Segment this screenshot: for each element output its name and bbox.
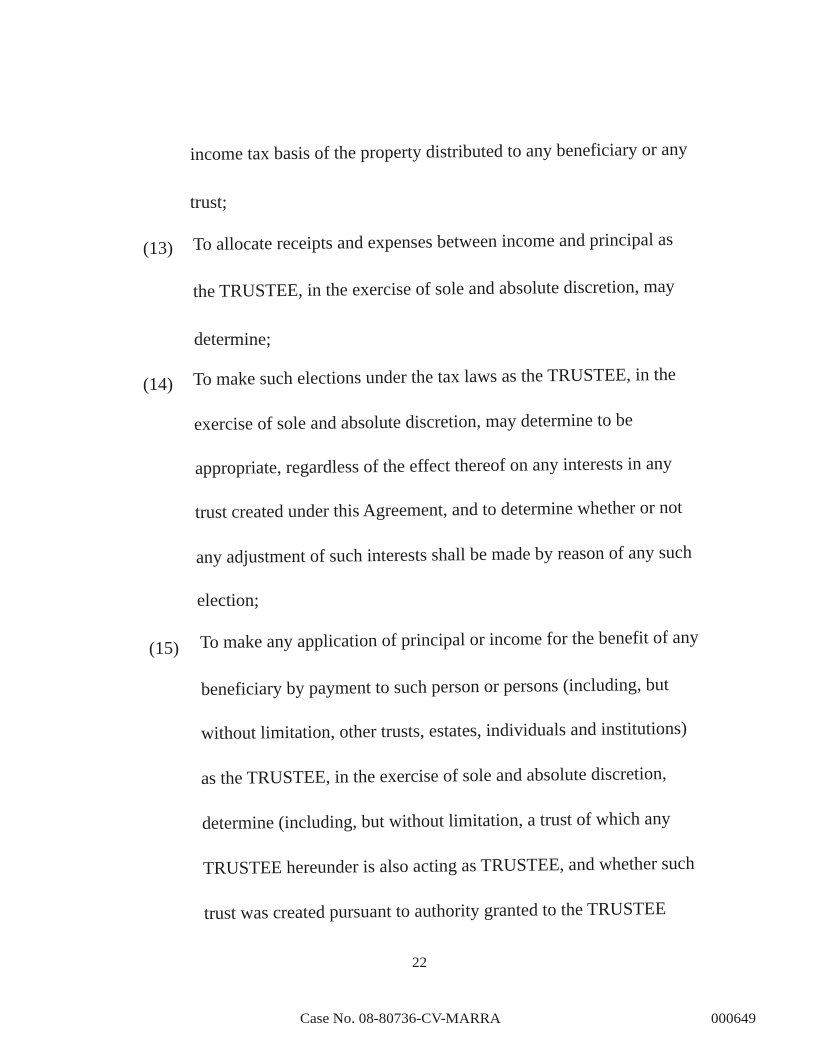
page-number: 22 [412, 955, 427, 971]
item-line: beneficiary by payment to such person or persons (including, but [200, 674, 669, 699]
item-line: as the TRUSTEE, in the exercise of sole and absolute discretion, [200, 763, 667, 788]
item-line: TRUSTEE hereunder is also acting as TRUSTEE, and whether such [202, 852, 695, 878]
item-line: To make such elections under the tax laws as the TRUSTEE, in the [192, 363, 676, 389]
item-line: exercise of sole and absolute discretion, may determine to be [193, 409, 633, 434]
continuation-line: income tax basis of the property distributed to any beneficiary or any [189, 138, 688, 164]
item-line: the TRUSTEE, in the exercise of sole and absolute discretion, may [192, 275, 675, 301]
item-number: (13) [143, 238, 173, 258]
item-number: (15) [149, 638, 179, 658]
continuation-line: trust; [190, 192, 228, 212]
item-line: trust was created pursuant to authority granted to the TRUSTEE [203, 898, 667, 923]
bates-number: 000649 [711, 1011, 756, 1027]
item-line: election; [197, 590, 259, 610]
item-line: appropriate, regardless of the effect thereof on any interests in any [194, 453, 673, 478]
item-line: any adjustment of such interests shall be made by reason of any such [195, 541, 692, 567]
item-line: To make any application of principal or income for the benefit of any [199, 626, 699, 652]
item-line: determine; [194, 329, 271, 349]
item-number: (14) [143, 374, 173, 394]
case-number: Case No. 08-80736-CV-MARRA [300, 1011, 501, 1027]
item-line: To allocate receipts and expenses between income and principal as [192, 228, 674, 254]
item-line: trust created under this Agreement, and to determine whether or not [194, 496, 683, 522]
item-line: determine (including, but without limitation, a trust of which any [201, 808, 671, 833]
item-line: without limitation, other trusts, estates, individuals and institutions) [200, 717, 688, 743]
